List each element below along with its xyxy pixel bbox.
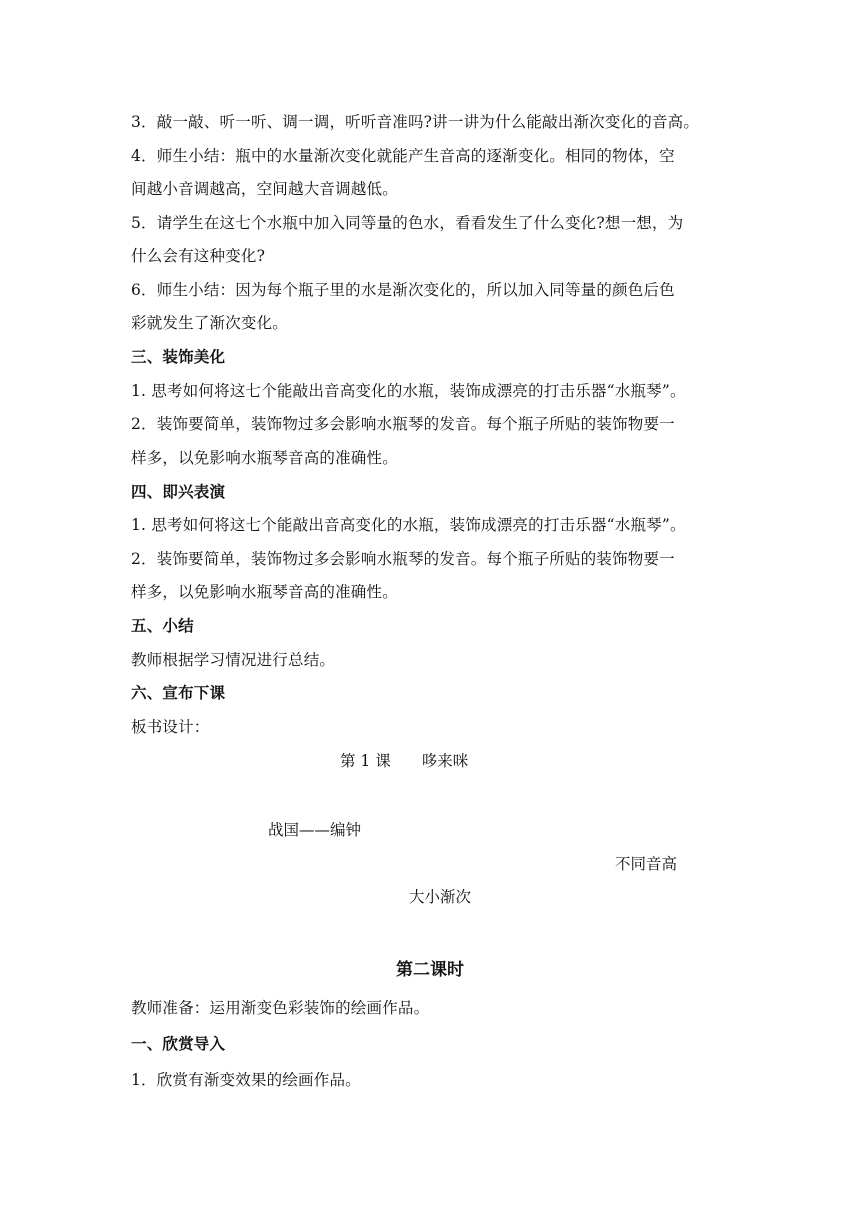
teacher-preparation: 教师准备：运用渐变色彩装饰的绘画作品。 <box>131 999 430 1017</box>
decoration-paragraph-2-line-1: 2．装饰要简单，装饰物过多会影响水瓶琴的发音。每个瓶子所贴的装饰物要一 <box>131 415 675 433</box>
paragraph-3: 3．敲一敲、听一听、调一调，听听音准吗?讲一讲为什么能敲出渐次变化的音高。 <box>131 113 700 131</box>
paragraph-6-line-1: 6．师生小结：因为每个瓶子里的水是渐次变化的，所以加入同等量的颜色后色 <box>131 281 675 299</box>
board-design-label: 板书设计： <box>131 718 210 736</box>
section-heading-appreciation: 一、欣赏导入 <box>131 1034 226 1053</box>
section-heading-decoration: 三、装饰美化 <box>131 347 226 366</box>
performance-paragraph-2-line-1: 2．装饰要简单，装饰物过多会影响水瓶琴的发音。每个瓶子所贴的装饰物要一 <box>131 550 675 568</box>
section-heading-performance: 四、即兴表演 <box>131 482 226 501</box>
decoration-paragraph-1: 1. 思考如何将这七个能敲出音高变化的水瓶，装饰成漂亮的打击乐器“水瓶琴”。 <box>131 382 686 400</box>
section-heading-dismiss: 六、宣布下课 <box>131 683 226 702</box>
performance-paragraph-1: 1. 思考如何将这七个能敲出音高变化的水瓶，装饰成漂亮的打击乐器“水瓶琴”。 <box>131 516 686 534</box>
paragraph-5-line-1: 5．请学生在这七个水瓶中加入同等量的色水，看看发生了什么变化?想一想，为 <box>131 214 684 232</box>
paragraph-6-line-2: 彩就发生了渐次变化。 <box>131 314 289 332</box>
lesson-two-title: 第二课时 <box>396 960 464 980</box>
section-heading-summary: 五、小结 <box>131 616 194 635</box>
paragraph-5-line-2: 什么会有这种变化? <box>131 247 266 265</box>
summary-paragraph: 教师根据学习情况进行总结。 <box>131 651 336 669</box>
performance-paragraph-2-line-2: 样多，以免影响水瓶琴音高的准确性。 <box>131 583 398 601</box>
board-item-pitch: 不同音高 <box>615 855 678 873</box>
paragraph-4-line-1: 4．师生小结：瓶中的水量渐次变化就能产生音高的逐渐变化。相同的物体，空 <box>131 147 675 165</box>
paragraph-4-line-2: 间越小音调越高，空间越大音调越低。 <box>131 180 398 198</box>
board-title: 第 1 课 哆来咪 <box>340 752 469 770</box>
appreciation-paragraph-1: 1．欣赏有渐变效果的绘画作品。 <box>131 1071 361 1089</box>
board-item-bianzhong: 战国——编钟 <box>268 821 362 839</box>
board-item-gradual: 大小渐次 <box>409 888 472 906</box>
decoration-paragraph-2-line-2: 样多，以免影响水瓶琴音高的准确性。 <box>131 449 398 467</box>
